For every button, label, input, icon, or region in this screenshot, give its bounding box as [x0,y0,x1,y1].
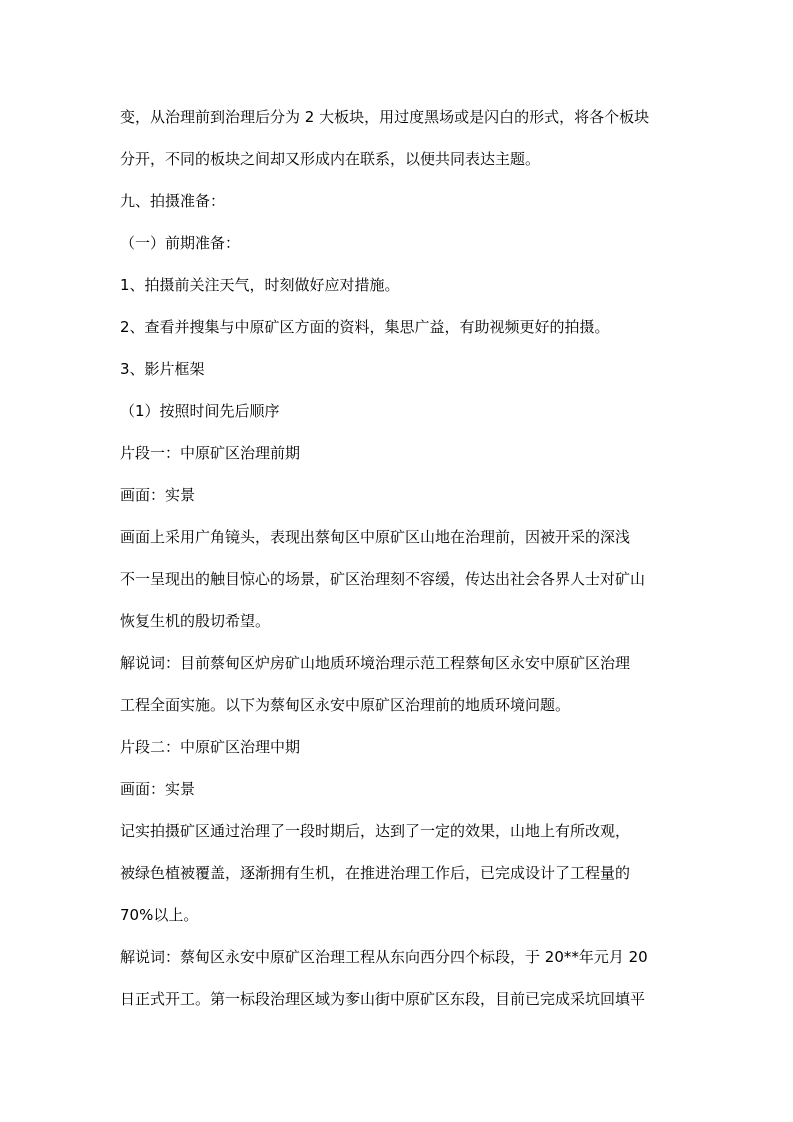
text-line: 记实拍摄矿区通过治理了一段时期后，达到了一定的效果，山地上有所改观， [120,822,631,840]
segment-one-scene [120,474,680,516]
paragraph-transition [120,96,680,180]
text-line: 70%以上。 [120,906,199,924]
sub-item-chronological [120,390,680,432]
text-line: 日正式开工。第一标段治理区域为奓山街中原矿区东段，目前已完成采坑回填平 [120,990,646,1008]
text-line: 变，从治理前到治理后分为 2 大板块，用过度黑场或是闪白的形式，将各个板块 [120,108,650,126]
text-line: 3、影片框架 [120,360,205,378]
text-line: 工程全面实施。以下为蔡甸区永安中原矿区治理前的地质环境问题。 [120,696,571,714]
list-item-framework [120,348,680,390]
text-line: 1、拍摄前关注天气，时刻做好应对措施。 [120,276,400,294]
section-heading-shooting-prep [120,180,680,222]
text-line: 不一呈现出的触目惊心的场景，矿区治理刻不容缓，传达出社会各界人士对矿山 [120,570,646,588]
text-line: 2、查看并搜集与中原矿区方面的资料，集思广益，有助视频更好的拍摄。 [120,318,610,336]
text-line: 画面：实景 [120,780,196,798]
segment-two-scene [120,768,680,810]
text-line: 片段二：中原矿区治理中期 [120,738,301,756]
segment-two-description [120,810,680,936]
list-item-weather [120,264,680,306]
text-line: （1）按照时间先后顺序 [120,402,280,420]
segment-one-description [120,516,680,642]
text-line: 片段一：中原矿区治理前期 [120,444,301,462]
heading-text: （一）前期准备： [120,234,241,252]
segment-two-title [120,726,680,768]
heading-text: 九、拍摄准备： [120,192,226,210]
text-line: 画面：实景 [120,486,196,504]
segment-one-narration [120,642,680,726]
list-item-research [120,306,680,348]
text-line: 恢复生机的殷切希望。 [120,612,271,630]
text-line: 分开，不同的板块之间却又形成内在联系，以便共同表达主题。 [120,150,541,168]
text-line: 画面上采用广角镜头，表现出蔡甸区中原矿区山地在治理前，因被开采的深浅 [120,528,631,546]
subsection-heading-pre-prep [120,222,680,264]
text-line: 解说词：蔡甸区永安中原矿区治理工程从东向西分四个标段，于 20**年元月 20 [120,948,648,966]
segment-two-narration [120,936,680,1020]
segment-one-title [120,432,680,474]
text-line: 解说词：目前蔡甸区炉房矿山地质环境治理示范工程蔡甸区永安中原矿区治理 [120,654,631,672]
text-line: 被绿色植被覆盖，逐渐拥有生机，在推进治理工作后，已完成设计了工程量的 [120,864,631,882]
